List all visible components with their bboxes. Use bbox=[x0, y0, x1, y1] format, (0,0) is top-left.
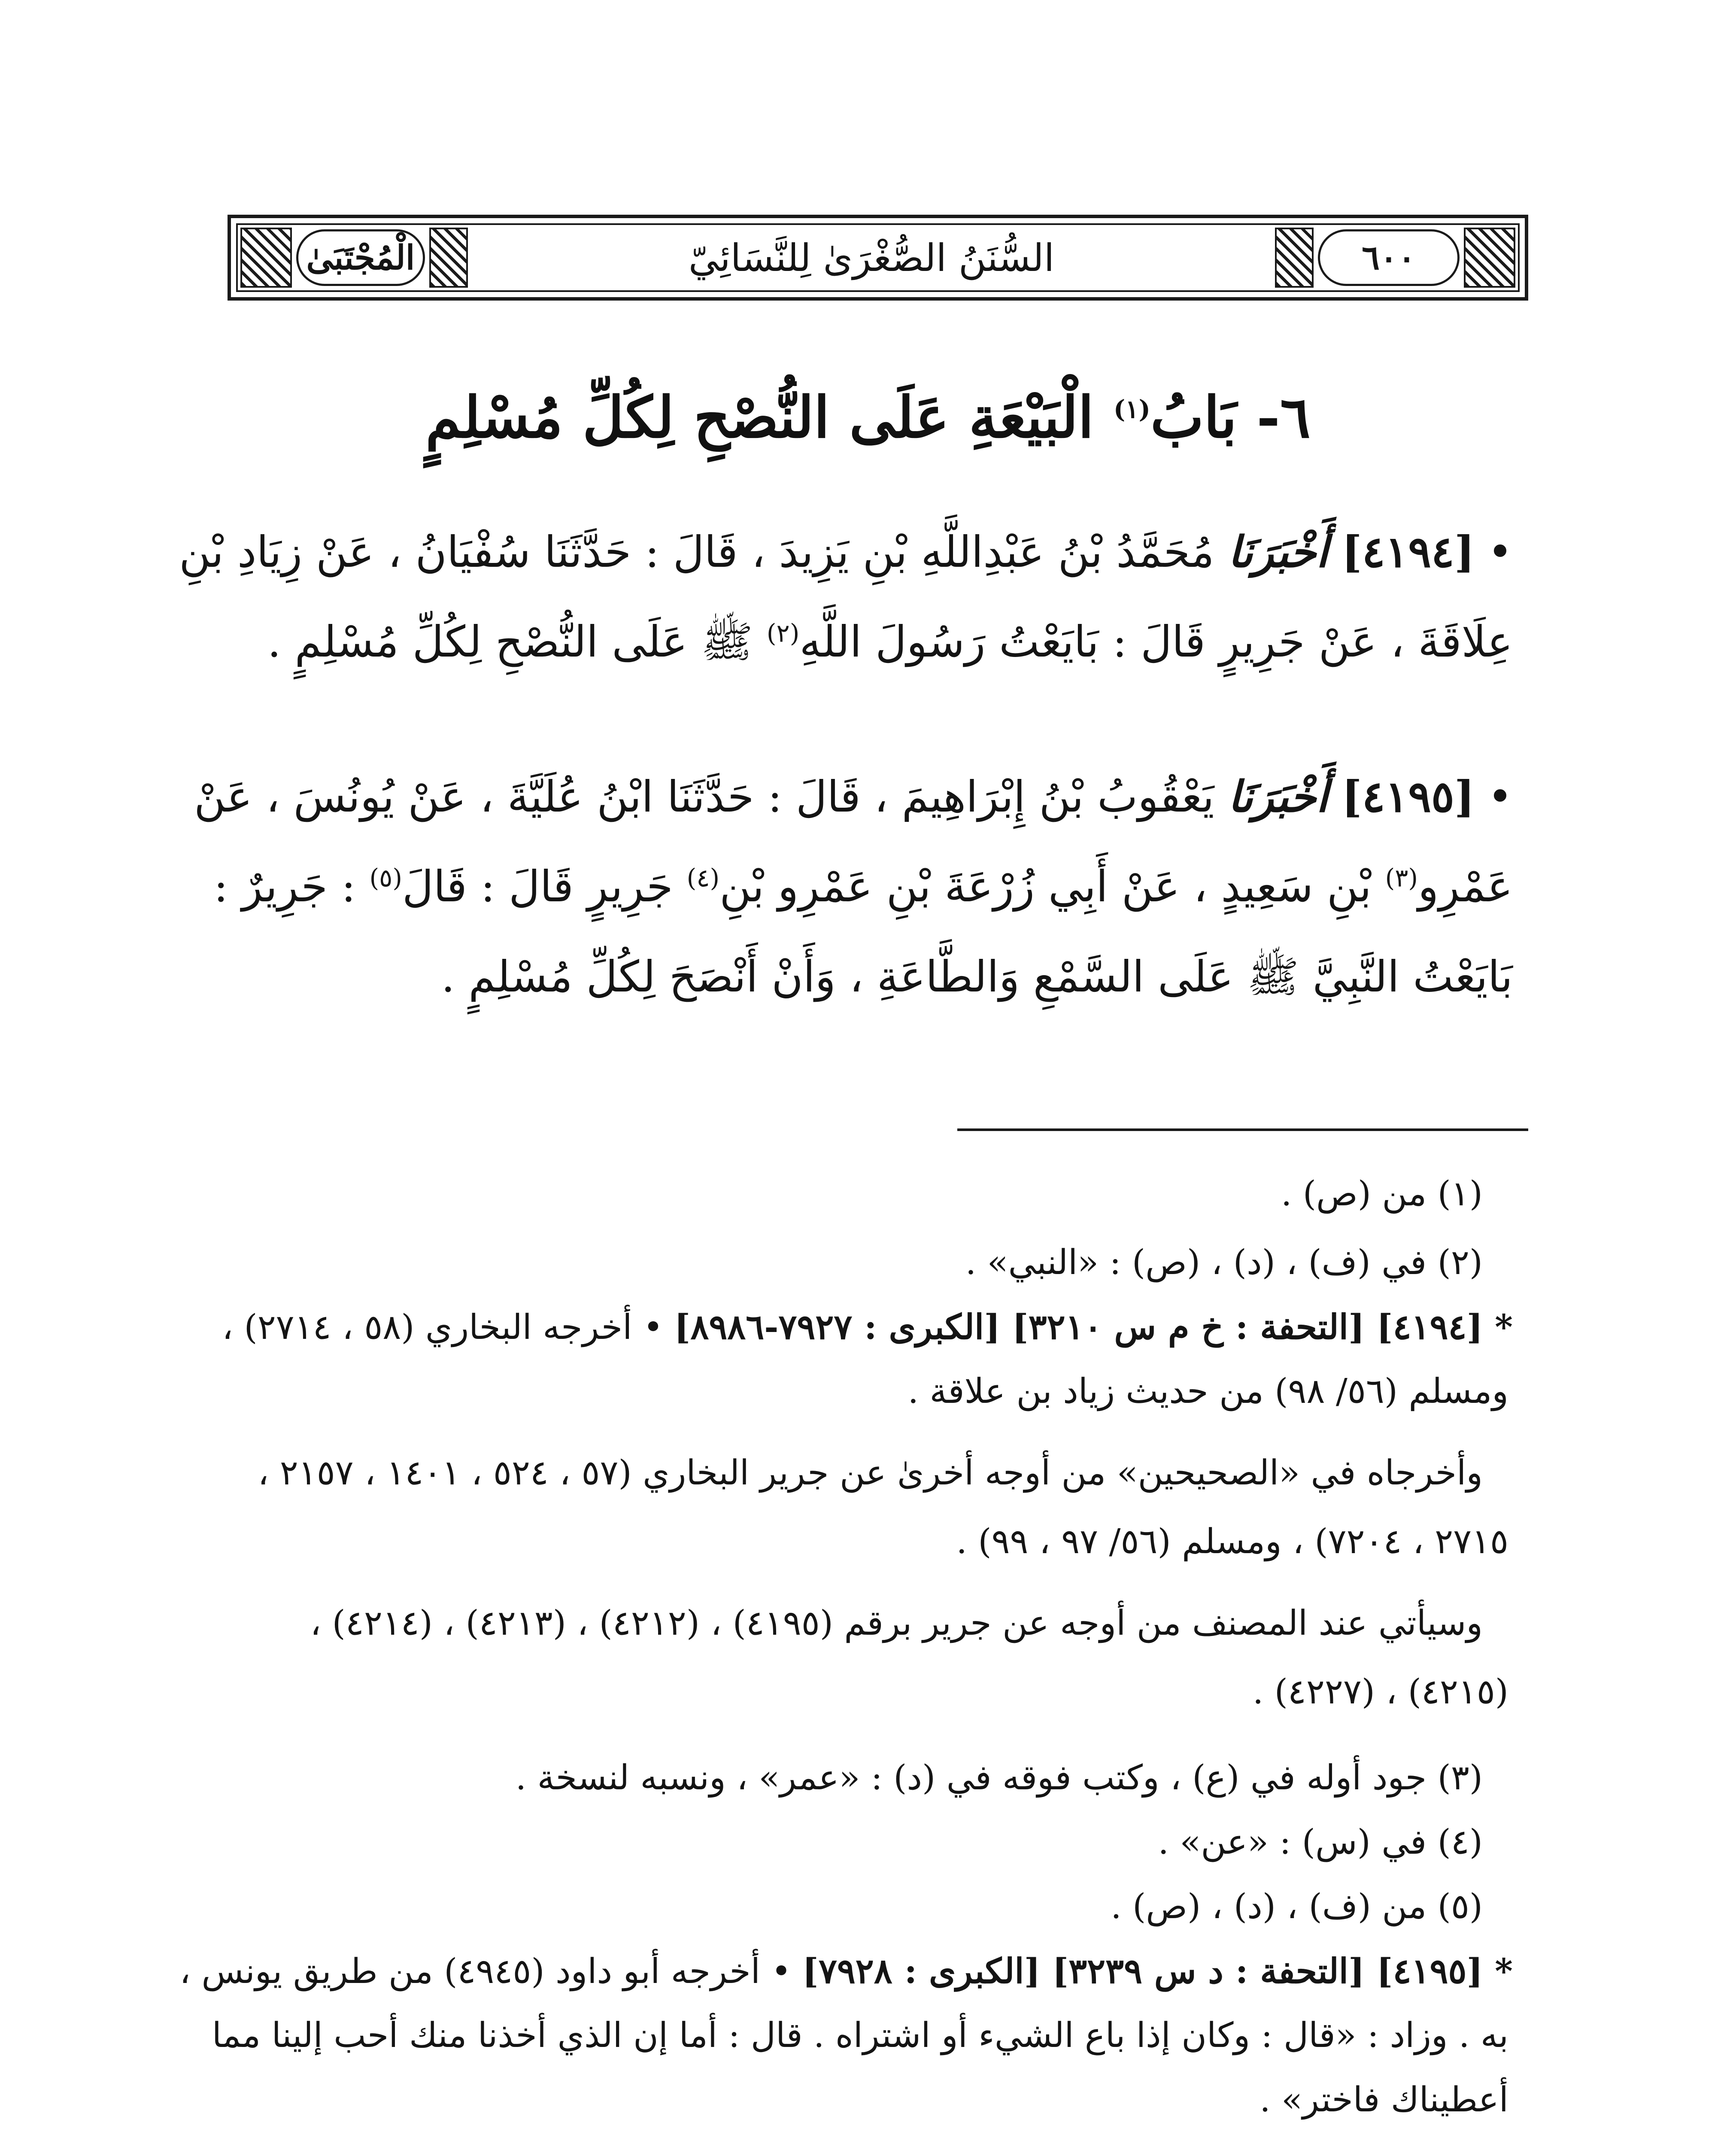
header-ornament-left bbox=[240, 228, 292, 288]
hadith-line bbox=[225, 932, 1513, 1022]
hadith-text: بْنِ سَعِيدٍ ، عَنْ أَبِي زُرْعَةَ بْنِ عَمْرِو بْنِ bbox=[719, 861, 1372, 912]
header-ornament-right-inner bbox=[1275, 228, 1314, 288]
akhbarana-word: أَخْبَرَنَا bbox=[1228, 526, 1328, 577]
header-ornament-left-inner bbox=[429, 228, 468, 288]
hadith-line bbox=[194, 751, 1513, 842]
page-number: ٦٠٠ bbox=[1362, 238, 1416, 277]
page-number-cartouche bbox=[1318, 229, 1460, 286]
akhbarana-word: أَخْبَرَنَا bbox=[1228, 771, 1328, 822]
hadith-text: ﷺ عَلَى النُّصْحِ لِكُلِّ مُسْلِمٍ . bbox=[267, 617, 753, 667]
footnote-ref: (٥) bbox=[369, 863, 402, 893]
takhrij-4194-para2: وأخرجاه في «الصحيحين» من أوجه أخرىٰ عن جرير البخاري (٥٧ ، ٥٢٤ ، ١٤٠١ ، ٢١٥٧ ، bbox=[258, 1453, 1483, 1493]
chapter-heading bbox=[0, 384, 1736, 451]
hadith-text: عَمْرِو bbox=[1418, 861, 1513, 912]
takhrij-4194-para3: وسيأتي عند المصنف من أوجه عن جرير برقم (٤١٩٥) ، (٤٢١٢) ، (٤٢١٣) ، (٤٢١٤) ، bbox=[310, 1603, 1483, 1643]
book-title-panel bbox=[474, 228, 1269, 288]
footnote-1: (١) من (ص) . bbox=[1281, 1174, 1483, 1213]
hadith-line bbox=[213, 842, 1513, 932]
takhrij-head: * [٤١٩٤] [التحفة : خ م س ٣٢١٠] [الكبرى : ٧٩٢٧-٨٩٨٦] bbox=[674, 1307, 1513, 1347]
takhrij-4194-para3-cont: (٤٢١٥) ، (٤٢٢٧) . bbox=[1252, 1672, 1508, 1712]
hadith-line bbox=[179, 507, 1513, 597]
hadith-text: مُحَمَّدُ بْنُ عَبْدِاللَّهِ بْنِ يَزِيدَ ، قَالَ : حَدَّثَنَا سُفْيَانُ ، عَنْ زِيَادِ بْنِ bbox=[179, 527, 1214, 577]
running-header bbox=[228, 215, 1528, 301]
hadith-4194 bbox=[179, 507, 1513, 687]
chapter-note-ref: (١) bbox=[1113, 395, 1150, 424]
hadith-line bbox=[225, 597, 1513, 687]
takhrij-4195 bbox=[179, 1945, 1513, 1997]
chapter-number: ٦- bbox=[1256, 384, 1311, 451]
chapter-word: بَابُ bbox=[1150, 384, 1237, 451]
footnote-ref: (٣) bbox=[1385, 863, 1418, 893]
footnote-5: (٥) من (ف) ، (د) ، (ص) . bbox=[1111, 1886, 1483, 1926]
footnote-2: (٢) في (ف) ، (د) ، (ص) : «النبي» . bbox=[965, 1242, 1483, 1282]
footnote-ref: (٤) bbox=[686, 863, 720, 893]
takhrij-4194-para2-cont: ٢٧١٥ ، ٧٢٠٤) ، ومسلم (٥٦/ ٩٧ ، ٩٩) . bbox=[956, 1521, 1508, 1561]
takhrij-4195-line2: به . وزاد : «قال : وكان إذا باع الشيء أو اشتراه . قال : أما إن الذي أخذنا منك أحب إلينا مما bbox=[212, 2015, 1508, 2055]
footnote-3: (٣) جود أوله في (ع) ، وكتب فوقه في (د) : «عمر» ، ونسبه لنسخة . bbox=[515, 1758, 1483, 1797]
hadith-text: : جَرِيرٌ : bbox=[213, 861, 356, 912]
hadith-text: جَرِيرٍ قَالَ : قَالَ bbox=[402, 861, 673, 912]
series-title: الْمُجْتَبَىٰ bbox=[306, 238, 415, 277]
hadith-number: [٤١٩٤] bbox=[1341, 526, 1475, 577]
footnote-ref: (٢) bbox=[766, 618, 800, 648]
hadith-number: [٤١٩٥] bbox=[1341, 771, 1475, 822]
chapter-title: الْبَيْعَةِ عَلَى النُّصْحِ لِكُلِّ مُسْلِمٍ bbox=[425, 384, 1094, 451]
takhrij-text: • أخرجه البخاري (٥٨ ، ٢٧١٤) ، bbox=[222, 1307, 664, 1347]
footnote-4: (٤) في (س) : «عن» . bbox=[1158, 1822, 1483, 1862]
takhrij-4195-line3: أعطيناك فاختر» . bbox=[1260, 2080, 1508, 2120]
hadith-4195 bbox=[194, 751, 1513, 1022]
hadith-text: يَعْقُوبُ بْنُ إِبْرَاهِيمَ ، قَالَ : حَدَّثَنَا ابْنُ عُلَيَّةَ ، عَنْ يُونُسَ ، عَنْ bbox=[194, 772, 1214, 822]
takhrij-4194-line: ومسلم (٥٦/ ٩٨) من حديث زياد بن علاقة . bbox=[907, 1371, 1508, 1411]
bullet-icon: • bbox=[1487, 772, 1513, 822]
takhrij-head: * [٤١٩٥] [التحفة : د س ٣٢٣٩] [الكبرى : ٧٩٢٨] bbox=[802, 1951, 1513, 1991]
hadith-text: عِلَاقَةَ ، عَنْ جَرِيرٍ قَالَ : بَايَعْتُ رَسُولَ اللَّهِ bbox=[799, 617, 1513, 667]
book-title: السُّنَنُ الصُّغْرَىٰ لِلنَّسَائِيّ bbox=[688, 235, 1055, 280]
takhrij-text: • أخرجه أبو داود (٤٩٤٥) من طريق يونس ، bbox=[179, 1951, 792, 1991]
footnote-separator bbox=[957, 1128, 1528, 1131]
takhrij-4194 bbox=[222, 1301, 1513, 1353]
header-ornament-right bbox=[1464, 228, 1515, 288]
series-cartouche bbox=[296, 229, 425, 286]
hadith-text: بَايَعْتُ النَّبِيَّ ﷺ عَلَى السَّمْعِ وَالطَّاعَةِ ، وَأَنْ أَنْصَحَ لِكُلِّ مُسْلِمٍ . bbox=[441, 952, 1513, 1002]
bullet-icon: • bbox=[1487, 527, 1513, 577]
